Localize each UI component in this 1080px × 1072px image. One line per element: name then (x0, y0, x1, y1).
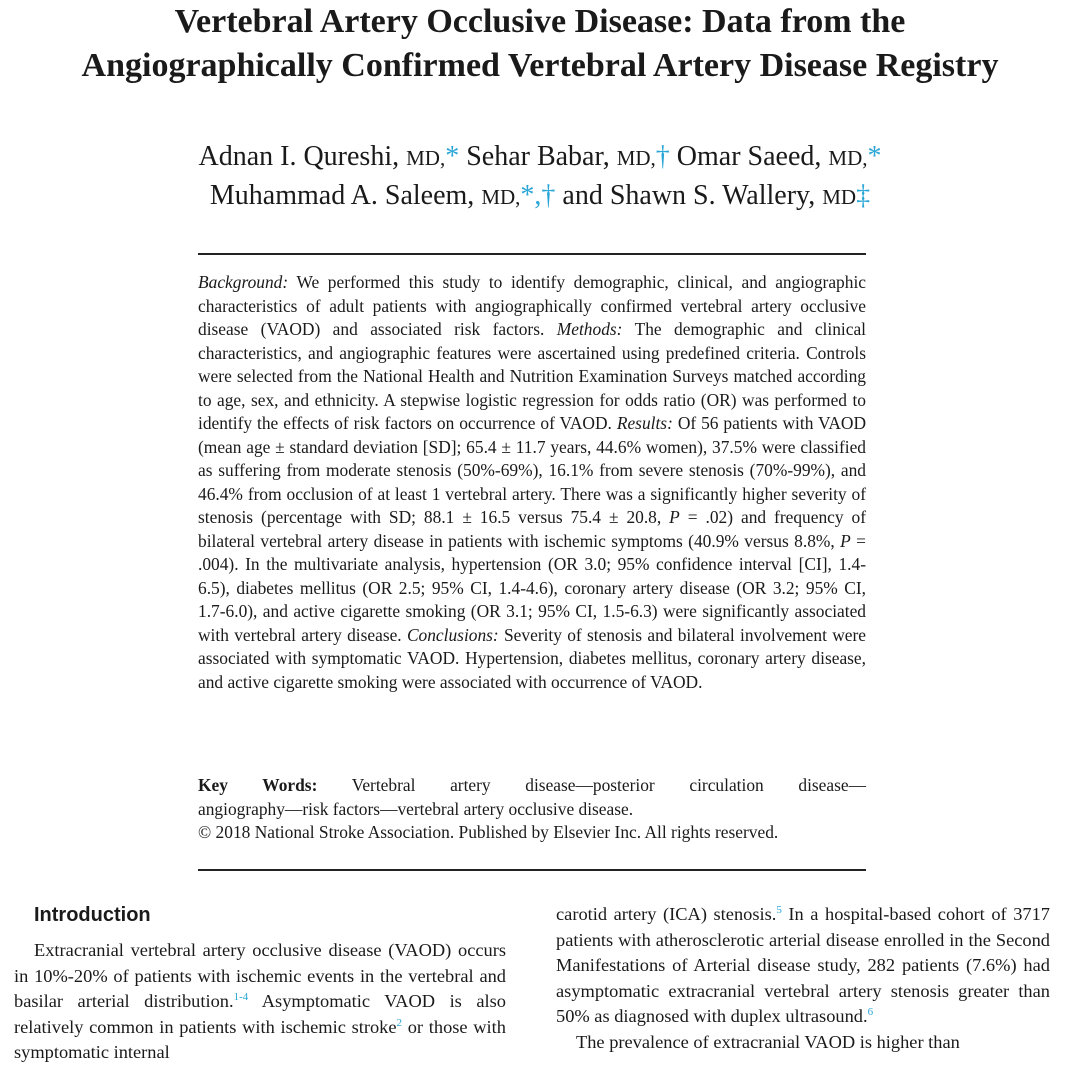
body-column-right (556, 902, 1050, 1056)
author-line-1 (0, 138, 1080, 177)
key-words (198, 774, 866, 821)
abstract-methods: The demographic and clinical characteristics, and angiographic features were ascertained using predefined criteria. Controls were selected from the National Health and Nutrition Examination Surveys matched according to age, sex, and ethnicity. A stepwise logistic regression for odds ratio (OR) was performed to identify the effects of risk factors on occurrence of VAOD. (198, 319, 866, 433)
author-name: Muhammad A. Saleem, (209, 180, 482, 211)
abstract-top-rule (198, 253, 866, 255)
author-list (0, 138, 1080, 216)
author-name: Omar Saeed, (669, 141, 829, 172)
abstract-results: = .004). In the multivariate analysis, hypertension (OR 3.0; 95% confidence interval [CI], 1.4-6.5), diabetes mellitus (OR 2.5; 95% CI, 1.4-4.6), coronary artery disease (OR 3.2; 95% CI, 1.7-6.0), and active cigarette smoking (OR 3.1; 95% CI, 1.5-6.3) were significantly associated with vertebral artery disease. (198, 530, 866, 645)
title-line-2: Angiographically Confirmed Vertebral Artery Disease Registry (81, 47, 999, 84)
body-column-left (14, 902, 506, 1066)
abstract-bottom-rule (198, 869, 866, 871)
title-line-1: Vertebral Artery Occlusive Disease: Data from the (174, 3, 906, 40)
key-words-line-1 (198, 774, 866, 798)
citation-link[interactable]: 1-4 (233, 991, 249, 1004)
abstract-methods-label: Methods: (556, 319, 623, 339)
article-title (0, 0, 1080, 88)
p-value-label: P (669, 507, 680, 527)
affiliation-marker[interactable]: * (445, 141, 460, 172)
author-name: and Shawn S. Wallery, (555, 180, 823, 211)
author-line-2 (0, 177, 1080, 216)
body-text: Asymptomatic VAOD is also relatively common in patients with ischemic stroke (14, 991, 506, 1037)
author-degree: MD, (616, 146, 656, 170)
abstract-conclusions-label: Conclusions: (406, 624, 499, 645)
abstract-conclusions: Severity of stenosis and bilateral involvement were associated with symptomatic VAOD. Hypertension, diabetes mellitus, coronary artery disease, and active cigarette smoking were associated with occurrence of VAOD. (198, 624, 866, 692)
copyright-notice: © 2018 National Stroke Association. Published by Elsevier Inc. All rights reserved. (198, 822, 779, 842)
key-words-label: Key Words: (198, 775, 318, 795)
intro-paragraph-continued (556, 902, 1050, 1030)
key-words-text: Vertebral artery disease—posterior circulation disease— (317, 775, 866, 795)
affiliation-marker[interactable]: *,† (520, 180, 556, 211)
citation-link[interactable]: 5 (776, 903, 782, 916)
affiliation-marker[interactable]: ‡ (856, 180, 871, 211)
affiliation-marker[interactable]: * (867, 141, 882, 172)
abstract-results-label: Results: (616, 413, 673, 433)
section-heading-introduction: Introduction (34, 904, 151, 926)
abstract-background: We performed this study to identify demographic, clinical, and angiographic characteristics of adult patients with angiographically confirmed vertebral artery occlusive disease (VAOD) and associated risk factors. (198, 272, 866, 339)
author-degree: MD, (406, 146, 446, 170)
citation-link[interactable]: 2 (396, 1016, 403, 1029)
intro-paragraph-2: The prevalence of extracranial VAOD is higher than (576, 1031, 960, 1052)
body-text: In a hospital-based cohort of 3717 patients with atherosclerotic arterial disease enrolled in the Second Manifestations of Arterial disease study, 282 patients (7.6%) had asymptomatic extracranial vertebral artery stenosis greater than 50% as diagnosed with duplex ultrasound. (556, 904, 1050, 1027)
author-degree: MD, (481, 185, 521, 209)
body-text: carotid artery (ICA) stenosis. (556, 904, 777, 924)
author-degree: MD, (828, 146, 868, 170)
citation-link[interactable]: 6 (867, 1006, 874, 1019)
author-degree: MD (822, 185, 857, 209)
intro-paragraph (14, 938, 506, 1066)
abstract-results: Of 56 patients with VAOD (mean age ± standard deviation [SD]; 65.4 ± 11.7 years, 44.6% women), 37.5% were classified as suffering from moderate stenosis (50%-69%), 16.1% from severe stenosis (70%-99%), and 46.4% from occlusion of at least 1 vertebral artery. There was a significantly higher severity of stenosis (percentage with SD; 88.1 ± 16.5 versus 75.4 ± 20.8, (198, 413, 867, 527)
affiliation-marker[interactable]: † (655, 141, 670, 172)
p-value-label: P (840, 530, 851, 551)
abstract-results: = .02) and frequency of bilateral vertebral artery disease in patients with ischemic symptoms (40.9% versus 8.8%, (198, 507, 866, 551)
author-name: Adnan I. Qureshi, (198, 141, 407, 172)
abstract-background-label: Background: (198, 272, 289, 292)
body-text: or those with symptomatic internal (14, 1016, 506, 1063)
author-name: Sehar Babar, (459, 141, 617, 172)
key-words-line-2: angiography—risk factors—vertebral artery occlusive disease. (198, 798, 634, 819)
abstract (198, 271, 866, 694)
body-text: Extracranial vertebral artery occlusive disease (VAOD) occurs in 10%-20% of patients with ischemic events in the vertebral and basilar arterial distribution. (14, 940, 506, 1012)
